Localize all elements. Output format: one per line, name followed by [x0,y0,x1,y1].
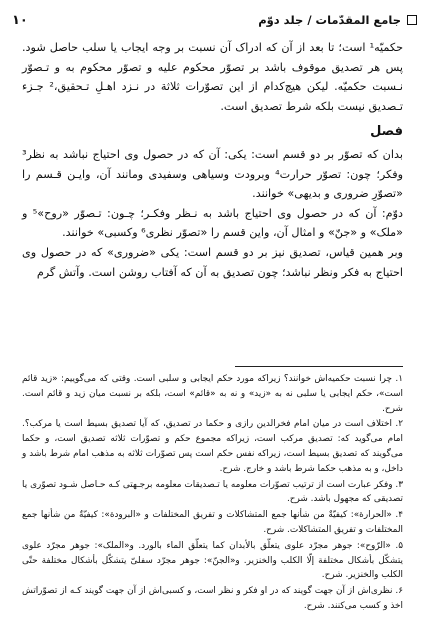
body-paragraph-1: حکمیّه¹ است؛ تا بعد از آن که ادراک آن نسبت بر وجه ایجاب یا سلب حاصل شود. پس هر تصدیق موقوف باشد بر تصوّر محکوم علیه و تصوّر محکوم به و تـصوّر نـسبت حکمیّه. لیکن هیچ‌کدام از این تصوّرات ثلاثة در نـزد اهـلِ تـحقیق،² جـزء تـصدیق نیست بلکه شرط تصدیق است. [22,41,403,113]
footnotes [22,372,403,615]
running-title: جامع المقدّمات / جلد دوّم [258,13,401,27]
footnote-6: ۶. نظری‌اش از آن جهت گویند که در او فکر و نظر است، و کسبی‌اش از آن جهت گویند کـه از تصوّراتش اخذ و کسب می‌کنند. شرح. [22,586,403,611]
footnote-2: ۲. اختلاف است در میان امام فخرالدین رازی و حکما در تصدیق، که آیا تصدیق بسیط است یا مرکب؟. امام می‌گوید که: تصدیق مرکب است، زیراکه مجموع حکم و تصوّرات ثلاثه تصدیق است، و حکما می‌گویند که تصدیق بسیط است، زیراکه نفس حکم است پس تصوّرات ثلاثه به مذهب امام شرط باشد و داخل، و به مذهب حکما شرط باشد و خارج. شرح. [22,419,403,474]
footnote-5: ۵. «الرّوح»: جوهر مجرّد علوی یتعلّق بالأبدان کما یتعلّق الماء بالورد. و«الملک»: جوهر مجرّد علوی یتشکّل بأشکال مختلفة إلّا الکلب والخنزیر. و«الجنّ»: جوهر مجرّد سفلیّ یتشکّل بأشکال مختلفة حتّی الکلب والخنزیر. شرح. [22,540,403,581]
body-paragraph-3: دوّم: آن که در حصول وی احتیاج باشد به نـظر وفکـر؛ چـون: تـصوّر «روح»⁵ و «ملک» و «جنّ» و امثال آن، واین قسم را «تصوّر نظری⁶ وکسبی» خوانند. [22,206,403,240]
square-bullet-icon [407,15,417,25]
footnote-4: ۴. «الحرارة»: کیفیّةٌ من شأنها جمع المتشاکلات و تفریق المختلفات و «البرودة»: کیفیّةٌ من شأنها جمع المختلفات و تفریق المتشاکلات. شرح. [22,510,403,535]
footnote-1: ۱. چرا نسبت حکمیه‌اش خوانند؟ زیراکه مورد حکم ایجابی و سلبی است. وقتی که می‌گوییم: «زید قائم است»، حکم ایجابی یا سلبی نه به «زید» و نه به «قائم» است، بلکه بر نسبت میان زید و قائم است. شرح. [22,374,403,414]
body-paragraph-2: بدان که تصوّر بر دو قسم است: یکی: آن که در حصول وی احتیاج نباشد به نظر³ وفکر؛ چون: تصوّر حرارت⁴ وبرودت وسیاهی وسفیدی ومانند آن، وایـن قـسم را «تصوّرِ ضروری و بدیهی» خوانند. [22,147,403,201]
running-title-group [258,13,417,27]
body-paragraph-4: وبر همین قیاس، تصدیق نیز بر دو قسم است: یکی «ضروری» که در حصول وی احتیاج به فکر ونظر نباشد؛ چون تصدیق به آن که آفتاب روشن است. وآتش گرم [22,245,403,279]
page-header [12,10,417,30]
page-number: ۱۰ [12,12,28,28]
section-heading: فصل [370,124,403,140]
main-text [22,38,403,282]
footnote-3: ۳. وفکر عبارت است از ترتیب تصوّرات معلومه یا تـصدیقات معلومه برجـهتی کـه حـاصل شـود تصوّری یا تصدیقی که مجهول باشد. شرح. [22,479,403,505]
footnote-divider [235,366,403,367]
